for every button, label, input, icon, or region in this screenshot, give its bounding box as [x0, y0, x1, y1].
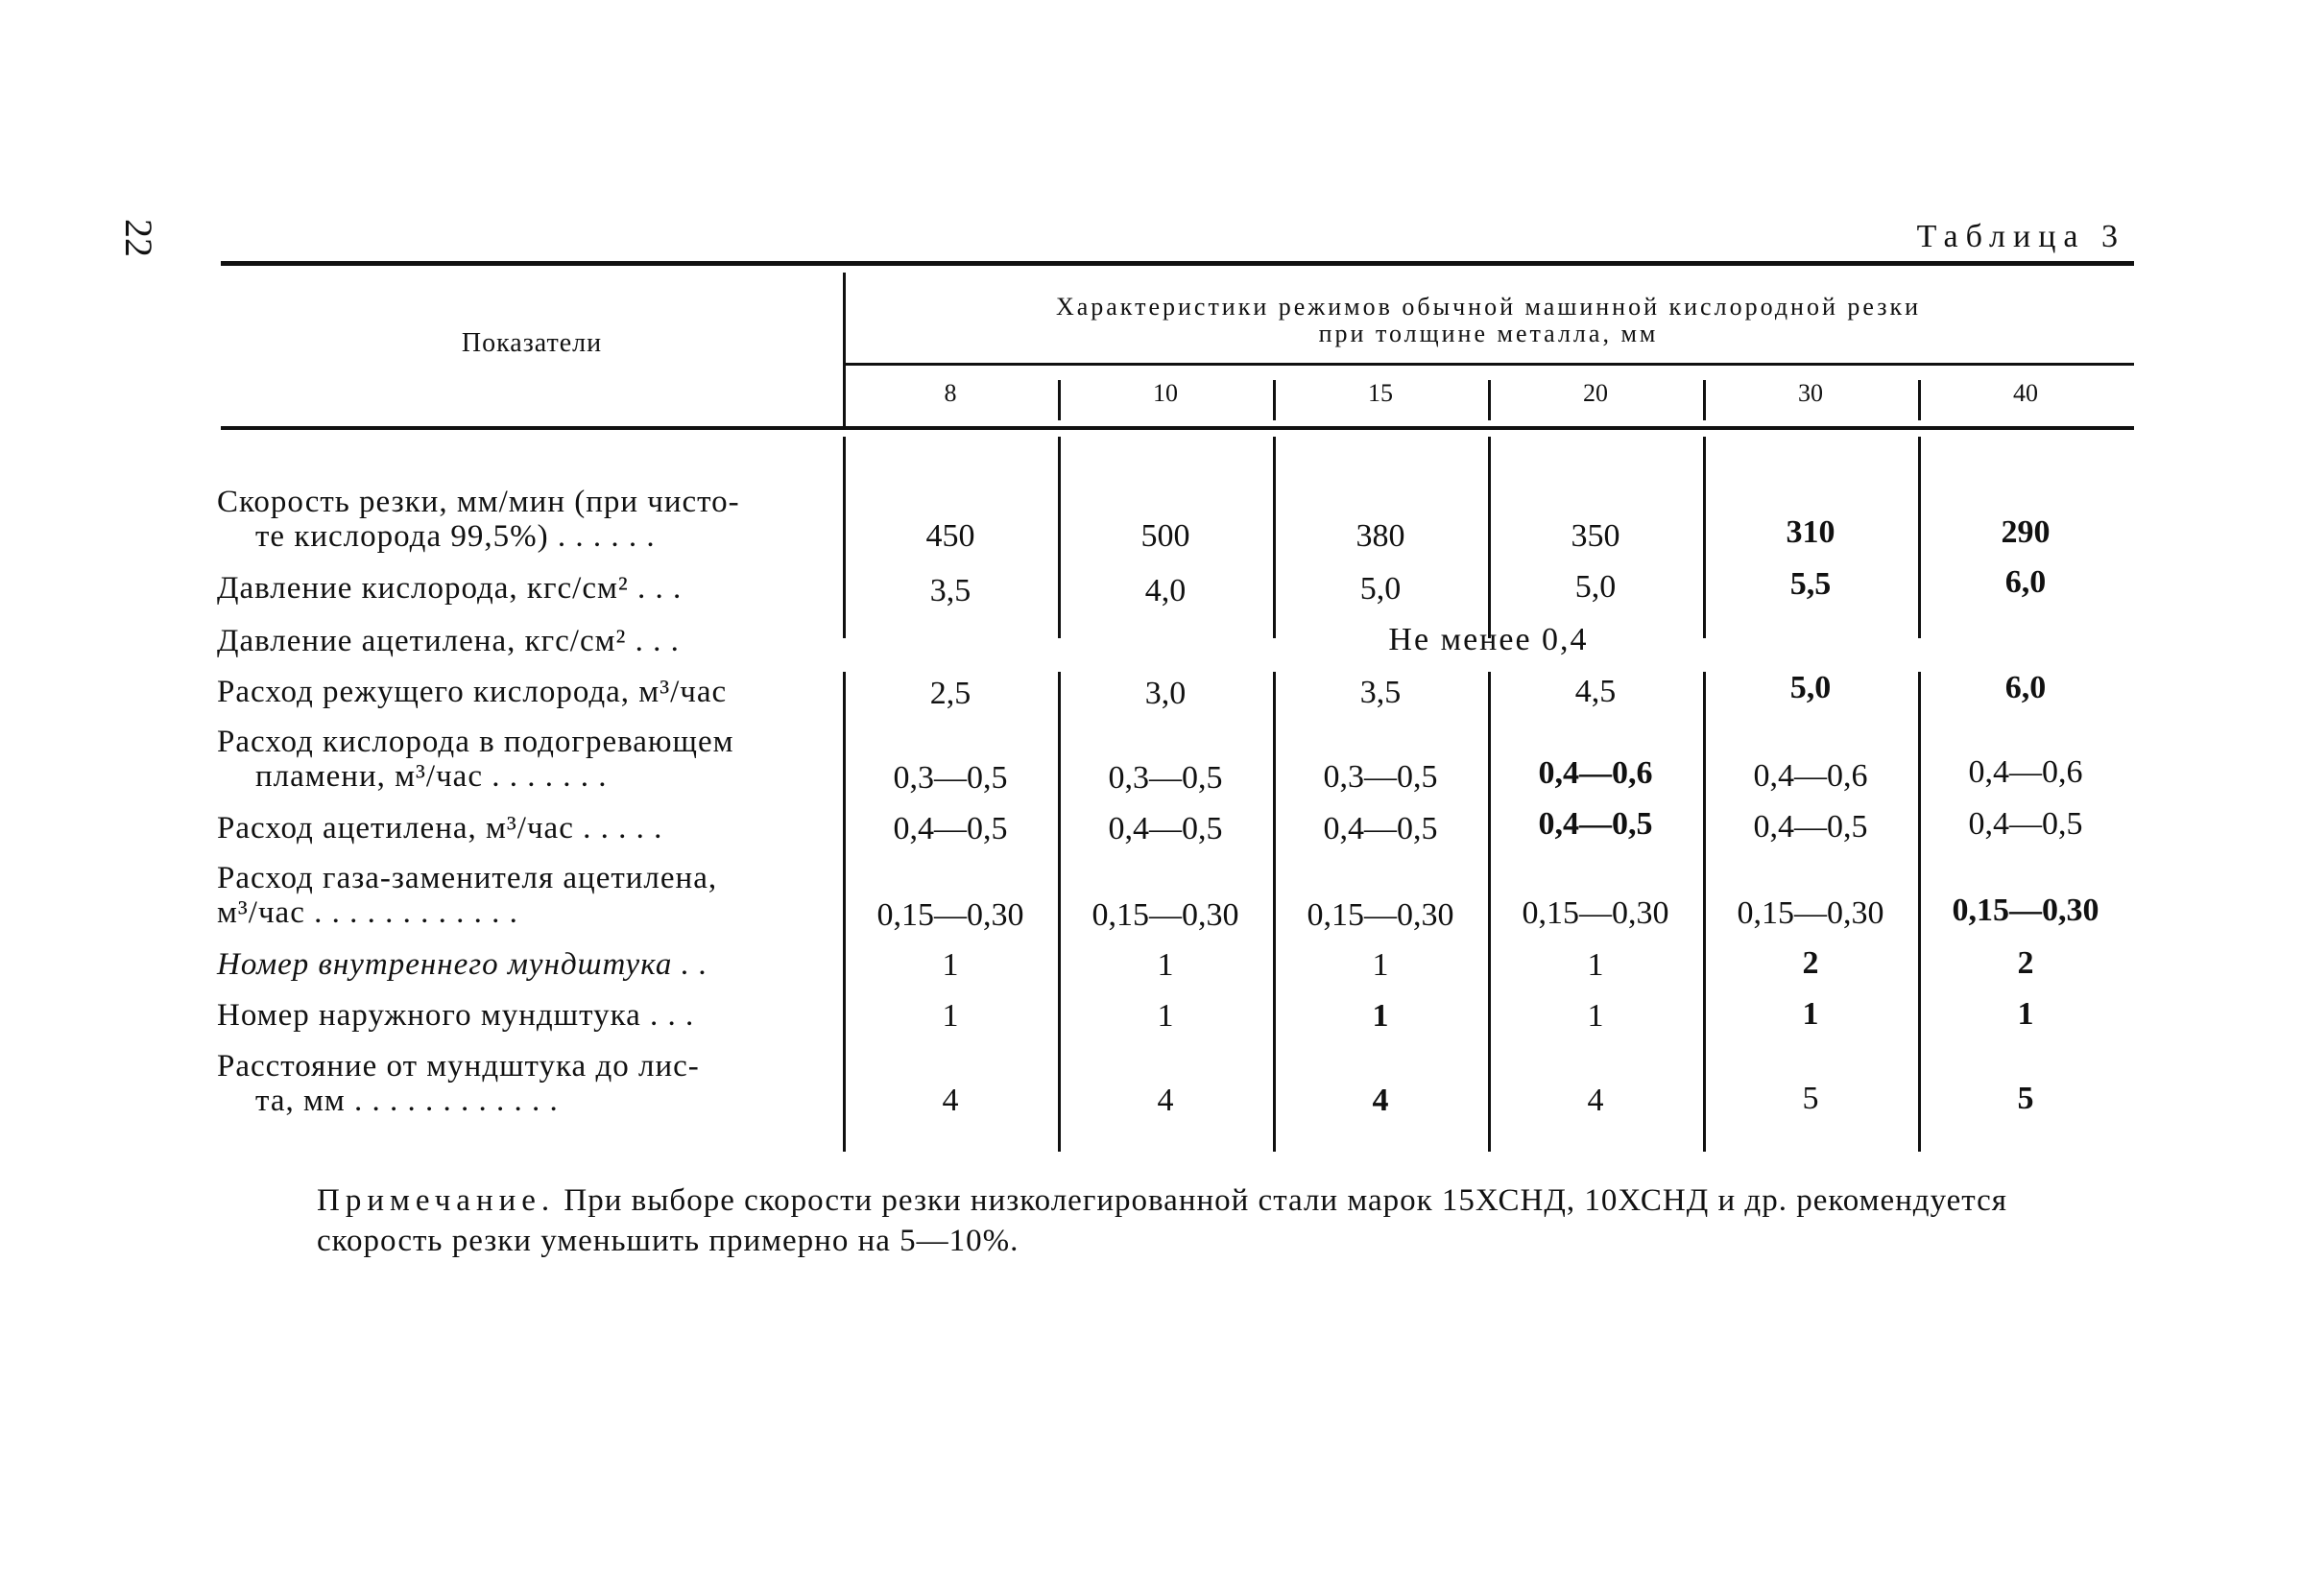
header-main — [843, 294, 2134, 347]
cell: 0,15—0,30 — [1522, 895, 1669, 931]
header-indicators: Показатели — [461, 328, 603, 358]
row-label-acetylene-flow: Расход ацетилена, м³/час . . . . . — [217, 811, 663, 846]
cell: 0,4—0,6 — [1968, 754, 2083, 790]
cell: 1 — [1372, 947, 1389, 983]
row-label-outer-nozzle: Номер наружного мундштука . . . — [217, 998, 695, 1033]
cell: 1 — [942, 998, 959, 1034]
cell: 6,0 — [2004, 564, 2047, 600]
cell: 0,3—0,5 — [893, 760, 1008, 796]
cell: 6,0 — [2004, 670, 2047, 705]
cell: 1 — [1802, 996, 1819, 1032]
cell: 500 — [1140, 518, 1190, 554]
cell: 0,15—0,30 — [1307, 897, 1454, 933]
row-label-cutting-speed: Скорость резки, мм/мин (при чисто- те кислорода 99,5%) . . . . . . — [217, 485, 740, 554]
cell: 0,4—0,5 — [1753, 809, 1868, 845]
cell: 0,15—0,30 — [876, 897, 1024, 933]
cell: 5,5 — [1789, 566, 1832, 602]
cell: 450 — [925, 518, 975, 554]
cell: 4 — [1157, 1083, 1174, 1118]
cell: 380 — [1355, 518, 1405, 554]
header-main-line2: при толщине металла, мм — [1318, 320, 1659, 347]
row-label-preheat-oxygen-flow: Расход кислорода в подогревающем пламени, м³/час . . . . . . . — [217, 725, 734, 794]
table-label: Таблица 3 — [1916, 219, 2125, 254]
page-number: 22 — [117, 219, 160, 257]
row-label-substitute-gas-flow: Расход газа-заменителя ацетилена, м³/час . . . . . . . . . . . . — [217, 861, 718, 930]
note-text: При выборе скорости резки низколегированной стали марок 15ХСНД, 10ХСНД и др. рекомендуется скорость резки уменьшить примерно на 5—10%. — [317, 1183, 2007, 1258]
row-label-acetylene-pressure: Давление ацетилена, кгс/см² . . . — [217, 624, 680, 658]
table-note — [317, 1180, 2136, 1261]
header-thickness-15: 15 — [1368, 379, 1393, 407]
cell: 0,4—0,6 — [1538, 755, 1653, 791]
cell: 1 — [1157, 947, 1174, 983]
cell: 0,3—0,5 — [1108, 760, 1223, 796]
cell: 5 — [1802, 1081, 1819, 1116]
row-label-cutting-oxygen-flow: Расход режущего кислорода, м³/час — [217, 675, 728, 709]
cell: 3,5 — [929, 573, 972, 608]
cell: 350 — [1571, 518, 1620, 554]
row-label-inner-nozzle: Номер внутреннего мундштука . . — [217, 947, 708, 982]
cell: 4 — [1372, 1083, 1389, 1118]
header-sub-rule — [843, 363, 2134, 366]
cell: 0,4—0,5 — [1538, 806, 1653, 842]
cell: 2 — [2017, 945, 2034, 981]
cell: 0,15—0,30 — [1092, 897, 1239, 933]
header-thickness-30: 30 — [1798, 379, 1823, 407]
header-thickness-40: 40 — [2013, 379, 2038, 407]
span-cell-min-value: Не менее 0,4 — [1388, 622, 1589, 657]
cell: 0,15—0,30 — [1737, 895, 1884, 931]
cell: 0,4—0,6 — [1753, 758, 1868, 794]
header-bottom-rule — [221, 426, 2134, 430]
header-thickness-20: 20 — [1583, 379, 1608, 407]
cell: 310 — [1786, 514, 1835, 550]
cell: 2 — [1802, 945, 1819, 981]
cell: 0,4—0,5 — [1968, 806, 2083, 842]
note-prefix: Примечание. — [317, 1183, 556, 1218]
cell: 2,5 — [929, 676, 972, 711]
cell: 4,5 — [1574, 674, 1617, 709]
cell: 5,0 — [1574, 569, 1617, 605]
cell: 0,4—0,5 — [893, 811, 1008, 846]
cell: 1 — [1372, 998, 1389, 1034]
cell: 3,5 — [1359, 675, 1402, 710]
cell: 0,4—0,5 — [1323, 811, 1438, 846]
header-thickness-8: 8 — [944, 379, 957, 407]
cell: 290 — [2001, 514, 2051, 550]
cell: 4,0 — [1144, 573, 1187, 608]
cell: 5 — [2017, 1081, 2034, 1116]
cell: 4 — [942, 1083, 959, 1118]
header-main-line1: Характеристики режимов обычной машинной кислородной резки — [1055, 293, 1922, 321]
cell: 1 — [1587, 998, 1604, 1034]
row-label-nozzle-distance: Расстояние от мундштука до лис- та, мм . . . . . . . . . . . . — [217, 1049, 700, 1118]
header-thickness-10: 10 — [1153, 379, 1178, 407]
cell: 5,0 — [1789, 670, 1832, 705]
cell: 1 — [2017, 996, 2034, 1032]
cell: 1 — [1157, 998, 1174, 1034]
cell: 1 — [1587, 947, 1604, 983]
cell: 4 — [1587, 1083, 1604, 1118]
cell: 0,4—0,5 — [1108, 811, 1223, 846]
cell: 0,15—0,30 — [1952, 893, 2099, 928]
cell: 1 — [942, 947, 959, 983]
cell: 3,0 — [1144, 676, 1187, 711]
cell: 0,3—0,5 — [1323, 759, 1438, 795]
row-label-oxygen-pressure: Давление кислорода, кгс/см² . . . — [217, 571, 683, 606]
cell: 5,0 — [1359, 571, 1402, 607]
